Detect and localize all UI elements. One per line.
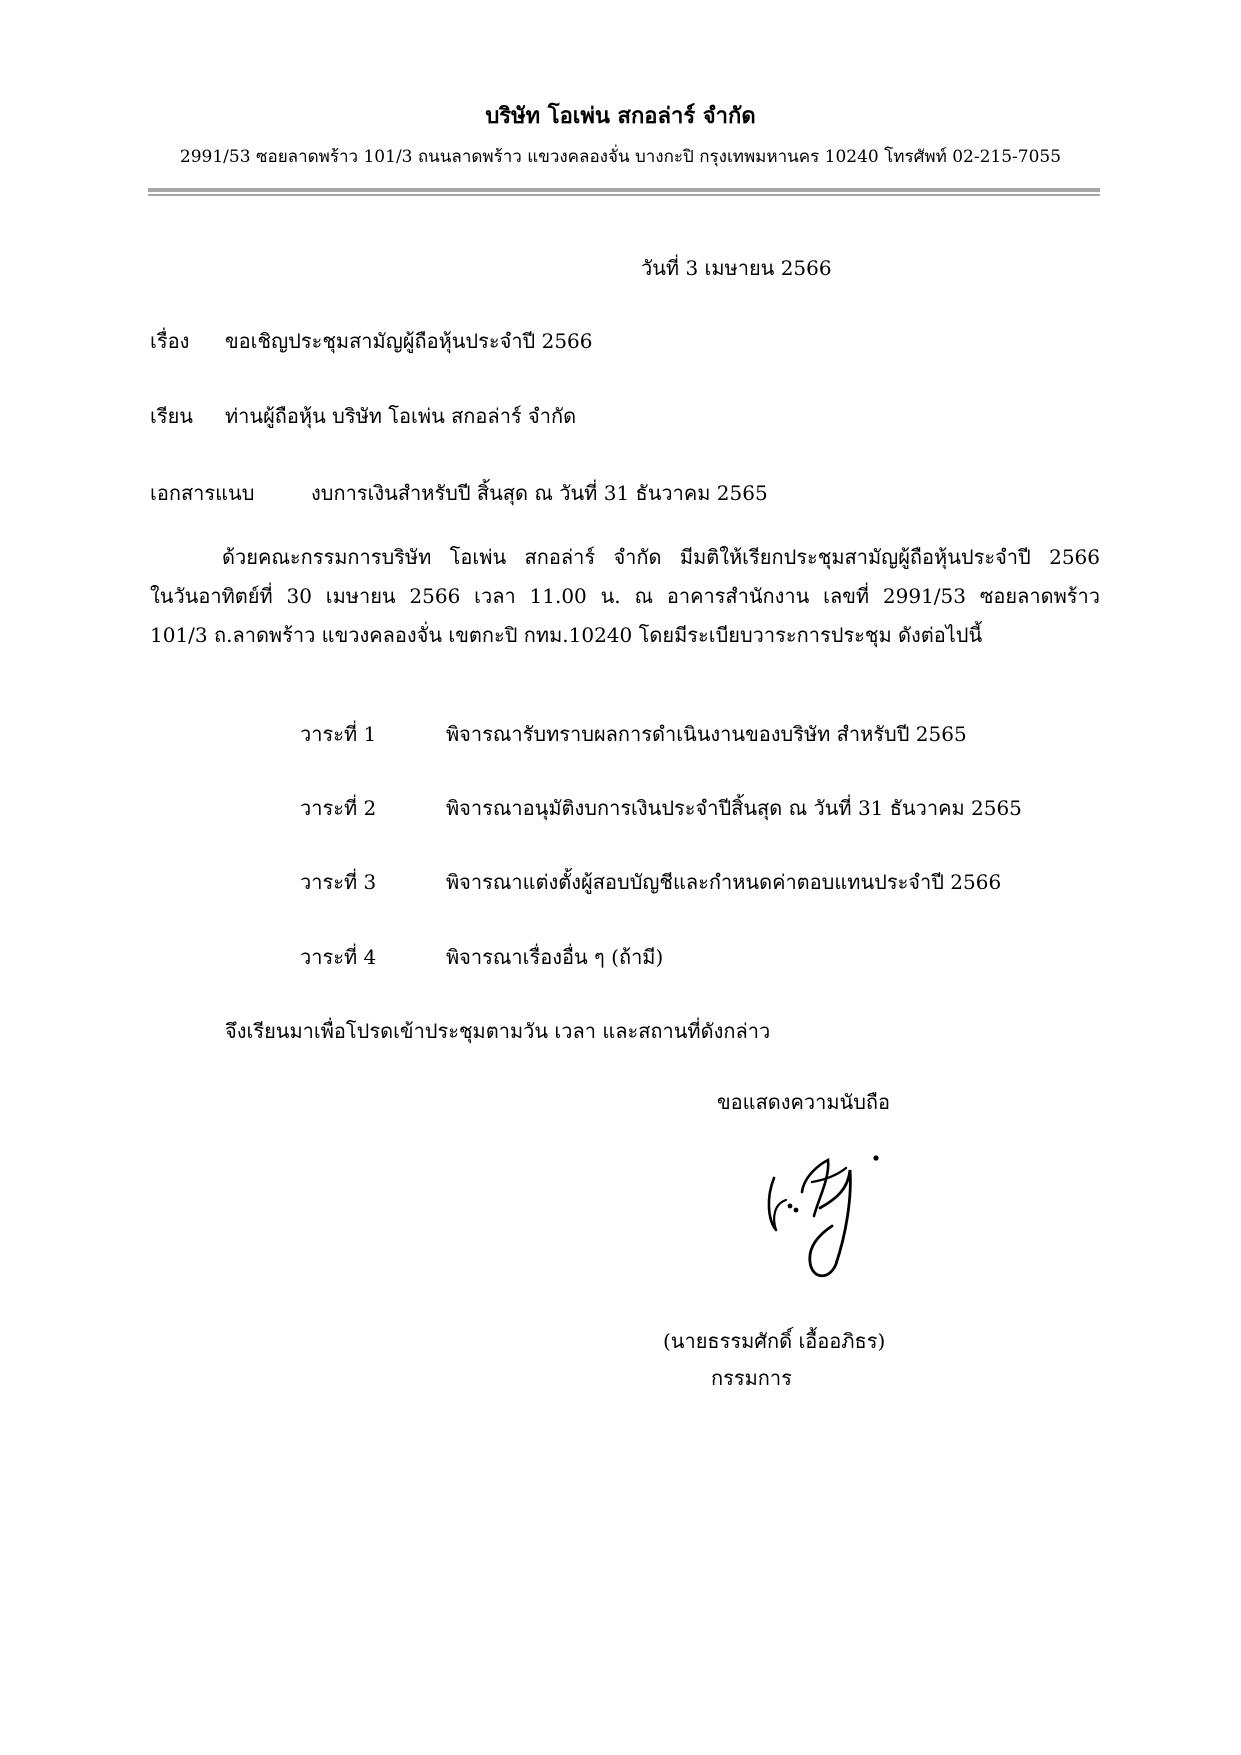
agenda-item-2-label: วาระที่ 2 [300, 796, 377, 820]
signer-name: (นายธรรมศักดิ์ เอื้ออภิธร) [663, 1329, 886, 1353]
body-line: ในวันอาทิตย์ที่ 30 เมษายน 2566 เวลา 11.00 น. ณ อาคารสำนักงาน เลขที่ 2991/53 ซอยลาดพร้าว [150, 584, 1100, 608]
body-paragraph [150, 538, 1100, 655]
agenda-item-1-label: วาระที่ 1 [300, 722, 377, 746]
signature-image [760, 1138, 890, 1288]
subject-text: ขอเชิญประชุมสามัญผู้ถือหุ้นประจำปี 2566 [225, 329, 593, 353]
recipient-text: ท่านผู้ถือหุ้น บริษัท โอเพ่น สกอล่าร์ จำกัด [225, 404, 577, 428]
body-line: ด้วยคณะกรรมการบริษัท โอเพ่น สกอล่าร์ จำกัด มีมติให้เรียกประชุมสามัญผู้ถือหุ้นประจำปี 2566 [222, 545, 1100, 569]
attachment-text: งบการเงินสำหรับปี สิ้นสุด ณ วันที่ 31 ธันวาคม 2565 [311, 481, 768, 505]
letter-date: วันที่ 3 เมษายน 2566 [641, 256, 832, 280]
agenda-item-3-label: วาระที่ 3 [300, 870, 377, 894]
agenda-item-4-label: วาระที่ 4 [300, 945, 377, 969]
subject-label: เรื่อง [150, 329, 190, 353]
signer-title: กรรมการ [711, 1366, 792, 1390]
attachment-label: เอกสารแนบ [150, 481, 255, 505]
body-line: 101/3 ถ.ลาดพร้าว แขวงคลองจั่น เขตกะปิ กทม.10240 โดยมีระเบียบวาระการประชุม ดังต่อไปนี้ [150, 623, 983, 647]
sign-off: ขอแสดงความนับถือ [717, 1090, 891, 1114]
agenda-item-4-text: พิจารณาเรื่องอื่น ๆ (ถ้ามี) [446, 945, 664, 969]
company-name: บริษัท โอเพ่น สกอล่าร์ จำกัด [485, 103, 756, 129]
company-address: 2991/53 ซอยลาดพร้าว 101/3 ถนนลาดพร้าว แขวงคลองจั่น บางกะปิ กรุงเทพมหานคร 10240 โทรศัพท์ 02-215-7055 [179, 147, 1062, 167]
header-divider [148, 188, 1100, 196]
agenda-item-2-text: พิจารณาอนุมัติงบการเงินประจำปีสิ้นสุด ณ วันที่ 31 ธันวาคม 2565 [446, 796, 1022, 820]
agenda-item-1-text: พิจารณารับทราบผลการดำเนินงานของบริษัท สำหรับปี 2565 [446, 722, 967, 746]
closing-line: จึงเรียนมาเพื่อโปรดเข้าประชุมตามวัน เวลา และสถานที่ดังกล่าว [225, 1019, 771, 1043]
recipient-label: เรียน [150, 404, 193, 428]
agenda-item-3-text: พิจารณาแต่งตั้งผู้สอบบัญชีและกำหนดค่าตอบแทนประจำปี 2566 [446, 870, 1002, 894]
